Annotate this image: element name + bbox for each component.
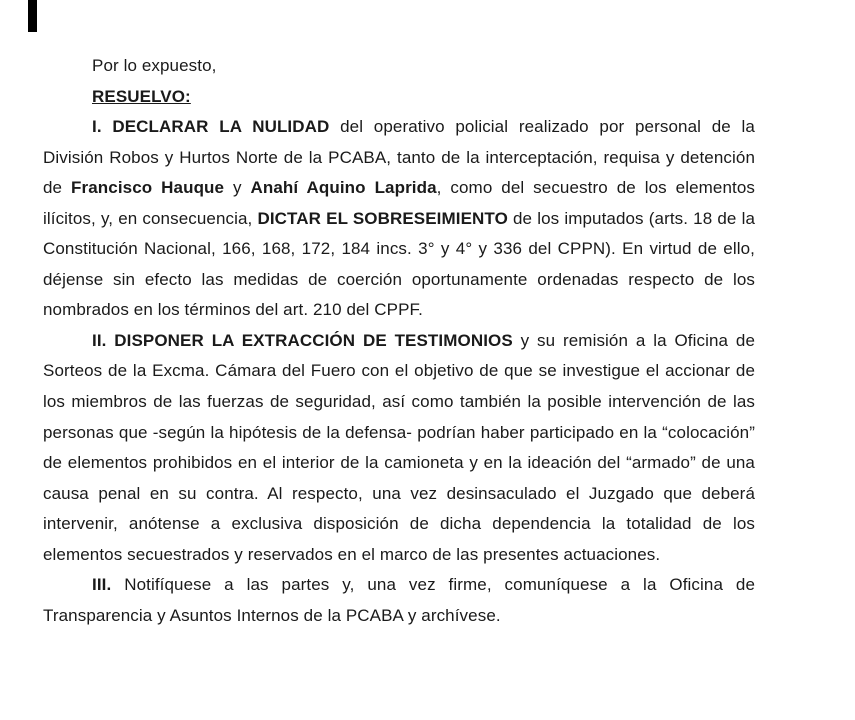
intro-line: Por lo expuesto,	[92, 56, 217, 75]
bold-text-segment: Francisco Hauque	[71, 178, 225, 198]
bold-text-segment: I. DECLARAR LA NULIDAD	[92, 117, 330, 137]
bold-text-segment: Anahí Aquino Laprida	[250, 178, 437, 198]
resuelvo-heading	[43, 82, 755, 113]
text-segment: de los imputados (arts. 18 de la Constitución Nacional, 166, 168, 172, 184 incs. 3° y 4° y 336 del CPPN). En virtud de ello, déjense sin efecto las medidas de coerción oportunamente ordenadas respecto de los nombrados en los términos del art. 210 del CPPF.	[43, 208, 756, 320]
bold-text-segment: II. DISPONER LA EXTRACCIÓN DE TESTIMONIOS	[92, 330, 513, 350]
text-segment: Notifíquese a las partes y, una vez firme, comuníquese a la Oficina de Transparencia y Asuntos Internos de la PCABA y archívese.	[43, 575, 755, 625]
document-body	[43, 51, 755, 631]
paragraphs	[43, 112, 755, 631]
resolution-paragraph-I	[43, 112, 755, 326]
text-segment: y	[224, 178, 251, 198]
resuelvo-heading-text: RESUELVO:	[92, 86, 191, 106]
resolution-paragraph-II	[43, 326, 755, 570]
bold-text-segment: DICTAR EL SOBRESEIMIENTO	[257, 208, 508, 228]
text-segment: , como del secuestro de los elementos ilícitos, y, en consecuencia,	[43, 178, 755, 228]
text-segment: del operativo policial realizado por personal de la División Robos y Hurtos Norte de la PCABA, tanto de la interceptación, requisa y detención de	[43, 117, 755, 198]
resolution-paragraph-III	[43, 570, 755, 631]
bold-text-segment: III.	[92, 575, 112, 595]
text-segment: y su remisión a la Oficina de Sorteos de la Excma. Cámara del Fuero con el objetivo de que se investigue el accionar de los miembros de las fuerzas de seguridad, así como también la posible intervención de las personas que -según la hipótesis de la defensa- podrían haber participado en la “colocación” de elementos prohibidos en el interior de la camioneta y en la ideación del “armado” de una causa penal en su contra. Al respecto, una vez desinsaculado el Juzgado que deberá intervenir, anótense a exclusiva disposición de dicha dependencia la totalidad de los elementos secuestrados y reservados en el marco de las presentes actuaciones.	[43, 330, 755, 564]
crop-artifact-mark	[28, 0, 37, 32]
